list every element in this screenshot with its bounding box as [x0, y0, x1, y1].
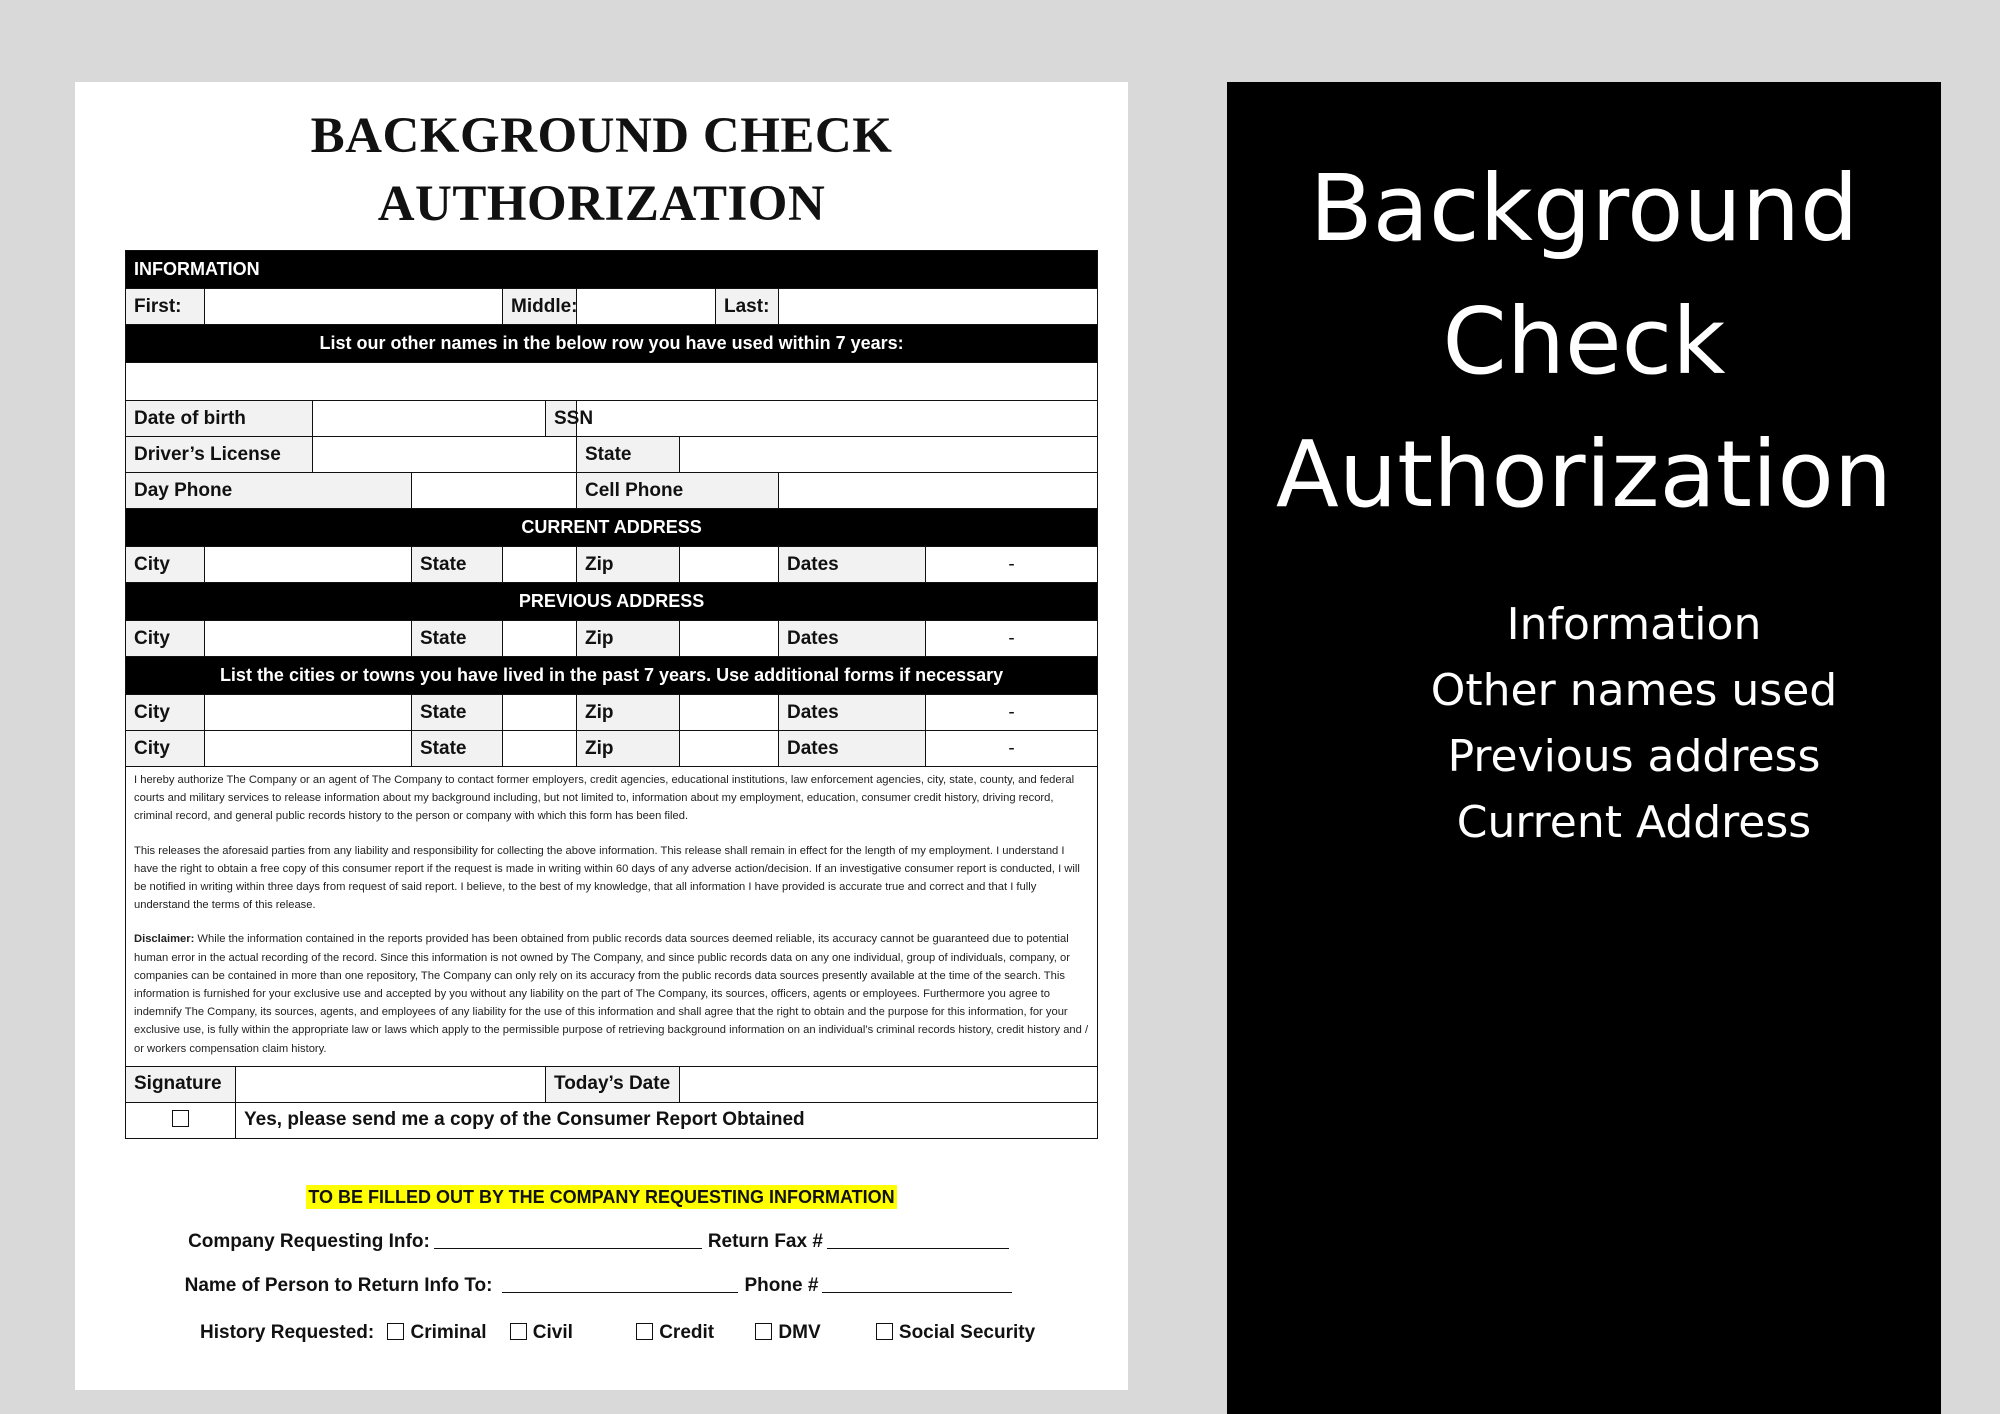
day-phone-field[interactable] [412, 473, 577, 509]
social-security-label: Social Security [898, 1322, 1036, 1343]
phone-field[interactable] [822, 1274, 1012, 1293]
cell-phone-field[interactable] [779, 473, 1098, 509]
return-person-label: Name of Person to Return Info To: [184, 1275, 493, 1296]
document-title-line-1: BACKGROUND CHECK [310, 108, 893, 164]
current-zip-field[interactable] [680, 547, 779, 583]
lived-state-field-1[interactable] [503, 695, 577, 731]
company-requesting-label: Company Requesting Info: [188, 1231, 430, 1252]
dob-field[interactable] [313, 401, 546, 437]
history-option-dmv[interactable] [755, 1322, 820, 1343]
lived-state-label-1: State [412, 695, 503, 731]
civil-checkbox[interactable] [510, 1323, 527, 1340]
return-fax-label: Return Fax # [707, 1231, 823, 1252]
license-state-label: State [577, 437, 680, 473]
panel-title [1227, 142, 1941, 541]
authorization-form-table [125, 250, 1098, 1139]
current-city-field[interactable] [205, 547, 412, 583]
previous-address-row [126, 621, 1098, 657]
phone-label: Phone # [744, 1275, 819, 1296]
history-requested-label: History Requested: [200, 1322, 375, 1343]
lived-dates-label-2: Dates [779, 731, 926, 767]
panel-item-previous-address: Previous address [1447, 731, 1821, 782]
credit-label: Credit [659, 1322, 715, 1343]
previous-address-header-row [126, 583, 1098, 621]
criminal-label: Criminal [410, 1322, 487, 1343]
lived-zip-label-2: Zip [577, 731, 680, 767]
name-row [126, 289, 1098, 325]
other-names-field[interactable] [126, 363, 1098, 401]
previous-state-label: State [412, 621, 503, 657]
panel-title-line-1: Background [1309, 155, 1859, 262]
civil-label: Civil [532, 1322, 573, 1343]
company-requesting-field[interactable] [434, 1230, 702, 1249]
release-paragraph: This releases the aforesaid parties from any liability and responsibility for collecting the above information. This release shall remain in effect for the length of my employment. I understand I have the right to obtain a free copy of this consumer report if the request is made in writing within 60 days of any adverse action/decision. If an investigative consumer report is conducted, I will be notified in writing within three days from request of said report. I believe, to the best of my knowledge, that all information I have provided is accurate true and correct and that I fully understand the terms of this release. [134, 844, 1080, 912]
first-name-label: First: [126, 289, 205, 325]
drivers-license-field[interactable] [313, 437, 577, 473]
previous-city-label: City [126, 621, 205, 657]
document-title [75, 102, 1128, 238]
history-option-civil[interactable] [510, 1322, 573, 1343]
description-panel [1227, 82, 1941, 1414]
signature-field[interactable] [236, 1066, 546, 1102]
signature-row [126, 1066, 1098, 1102]
panel-item-current-address: Current Address [1456, 797, 1812, 848]
disclaimer-label: Disclaimer: [134, 933, 195, 946]
previous-zip-label: Zip [577, 621, 680, 657]
disclaimer-text: While the information contained in the reports provided has been obtained from public records data sources deemed reliable, its accuracy cannot be guaranteed due to potential human error in the actual recording of the record. Since this information is not owned by The Company, and since public records data on any one individual, group of individuals, company, or companies can be contained in more than one repository, The Company can only rely on its accuracy from the public records data sources presently available at the time of the search. This information is furnished for your exclusive use and accepted by you without any liability on the part of The Company, its sources, officers, agents or employees. Furthermore you agree to indemnify The Company, its sources, agents, and employees of any liability for the use of this information and shall agree that the right to obtain and the purpose for this information, for your exclusive use, is fully within the appropriate law or laws which apply to the permissible purpose of retrieving background information on an individual’s criminal records history, credit history and / or workers compensation claim history. [134, 933, 1089, 1055]
form-sheet [75, 82, 1128, 1390]
cities-lived-header-row [126, 657, 1098, 695]
cities-lived-row-2 [126, 731, 1098, 767]
lived-city-label-1: City [126, 695, 205, 731]
ssn-label: SSN [546, 401, 577, 437]
legal-text-row [126, 767, 1098, 1067]
other-names-row [126, 363, 1098, 401]
middle-name-label: Middle: [503, 289, 577, 325]
other-names-header-row [126, 325, 1098, 363]
panel-title-line-2: Check [1442, 288, 1726, 395]
copy-request-row [126, 1102, 1098, 1138]
first-name-field[interactable] [205, 289, 503, 325]
phone-row [126, 473, 1098, 509]
history-option-credit[interactable] [636, 1322, 714, 1343]
panel-feature-list [1277, 592, 1991, 856]
copy-request-checkbox[interactable] [172, 1110, 189, 1127]
todays-date-label: Today’s Date [546, 1066, 680, 1102]
dmv-checkbox[interactable] [755, 1323, 772, 1340]
credit-checkbox[interactable] [636, 1323, 653, 1340]
other-names-header: List our other names in the below row you have used within 7 years: [126, 325, 1098, 363]
drivers-license-label: Driver’s License [126, 437, 313, 473]
current-dates-label: Dates [779, 547, 926, 583]
document-title-line-2: AUTHORIZATION [377, 176, 826, 232]
previous-address-header: PREVIOUS ADDRESS [126, 583, 1098, 621]
todays-date-field[interactable] [680, 1066, 1098, 1102]
lived-city-field-2[interactable] [205, 731, 412, 767]
company-banner-wrap [75, 1187, 1128, 1208]
history-option-social-security[interactable] [876, 1322, 1035, 1343]
lived-dates-label-1: Dates [779, 695, 926, 731]
last-name-label: Last: [716, 289, 779, 325]
dob-label: Date of birth [126, 401, 313, 437]
social-security-checkbox[interactable] [876, 1323, 893, 1340]
current-address-header: CURRENT ADDRESS [126, 509, 1098, 547]
dob-ssn-row [126, 401, 1098, 437]
current-zip-label: Zip [577, 547, 680, 583]
day-phone-label: Day Phone [126, 473, 412, 509]
dmv-label: DMV [778, 1322, 821, 1343]
cities-lived-row-1 [126, 695, 1098, 731]
current-state-field[interactable] [503, 547, 577, 583]
previous-dates-field[interactable]: - [926, 621, 1098, 657]
current-dates-field[interactable]: - [926, 547, 1098, 583]
lived-zip-label-1: Zip [577, 695, 680, 731]
history-requested-line [200, 1322, 1035, 1344]
current-address-row [126, 547, 1098, 583]
information-header: INFORMATION [126, 251, 1098, 289]
previous-state-field[interactable] [503, 621, 577, 657]
return-person-field[interactable] [502, 1274, 738, 1293]
legal-text [126, 767, 1098, 1067]
panel-item-other-names: Other names used [1430, 665, 1838, 716]
signature-label: Signature [126, 1066, 236, 1102]
lived-dates-field-2[interactable]: - [926, 731, 1098, 767]
panel-item-information: Information [1506, 599, 1762, 650]
previous-dates-label: Dates [779, 621, 926, 657]
cell-phone-label: Cell Phone [577, 473, 779, 509]
ssn-field[interactable] [577, 401, 1098, 437]
panel-title-line-3: Authorization [1275, 421, 1893, 528]
history-option-criminal[interactable] [387, 1322, 486, 1343]
copy-request-label: Yes, please send me a copy of the Consumer Report Obtained [236, 1102, 1098, 1138]
lived-zip-field-2[interactable] [680, 731, 779, 767]
disclaimer-paragraph [134, 930, 1089, 1057]
drivers-license-row [126, 437, 1098, 473]
previous-zip-field[interactable] [680, 621, 779, 657]
current-address-header-row [126, 509, 1098, 547]
middle-name-field[interactable] [577, 289, 716, 325]
lived-dates-field-1[interactable]: - [926, 695, 1098, 731]
lived-city-field-1[interactable] [205, 695, 412, 731]
return-person-line [75, 1274, 1128, 1297]
last-name-field[interactable] [779, 289, 1098, 325]
criminal-checkbox[interactable] [387, 1323, 404, 1340]
lived-state-label-2: State [412, 731, 503, 767]
license-state-field[interactable] [680, 437, 1098, 473]
lived-city-label-2: City [126, 731, 205, 767]
current-city-label: City [126, 547, 205, 583]
copy-request-cell [126, 1102, 236, 1138]
lived-zip-field-1[interactable] [680, 695, 779, 731]
current-state-label: State [412, 547, 503, 583]
company-requesting-line [75, 1230, 1128, 1253]
return-fax-field[interactable] [827, 1230, 1009, 1249]
cities-lived-header: List the cities or towns you have lived in the past 7 years. Use additional forms if necessary [126, 657, 1098, 695]
authorization-paragraph: I hereby authorize The Company or an agent of The Company to contact former employers, credit agencies, educational institutions, law enforcement agencies, city, state, county, and federal courts and military services to release information about my background including, but not limited to, information about my employment, education, consumer credit history, driving record, criminal record, and general public records history to the person or company with which this form has been filed. [134, 774, 1075, 823]
previous-city-field[interactable] [205, 621, 412, 657]
company-banner: TO BE FILLED OUT BY THE COMPANY REQUESTING INFORMATION [308, 1187, 895, 1207]
lived-state-field-2[interactable] [503, 731, 577, 767]
information-header-row [126, 251, 1098, 289]
